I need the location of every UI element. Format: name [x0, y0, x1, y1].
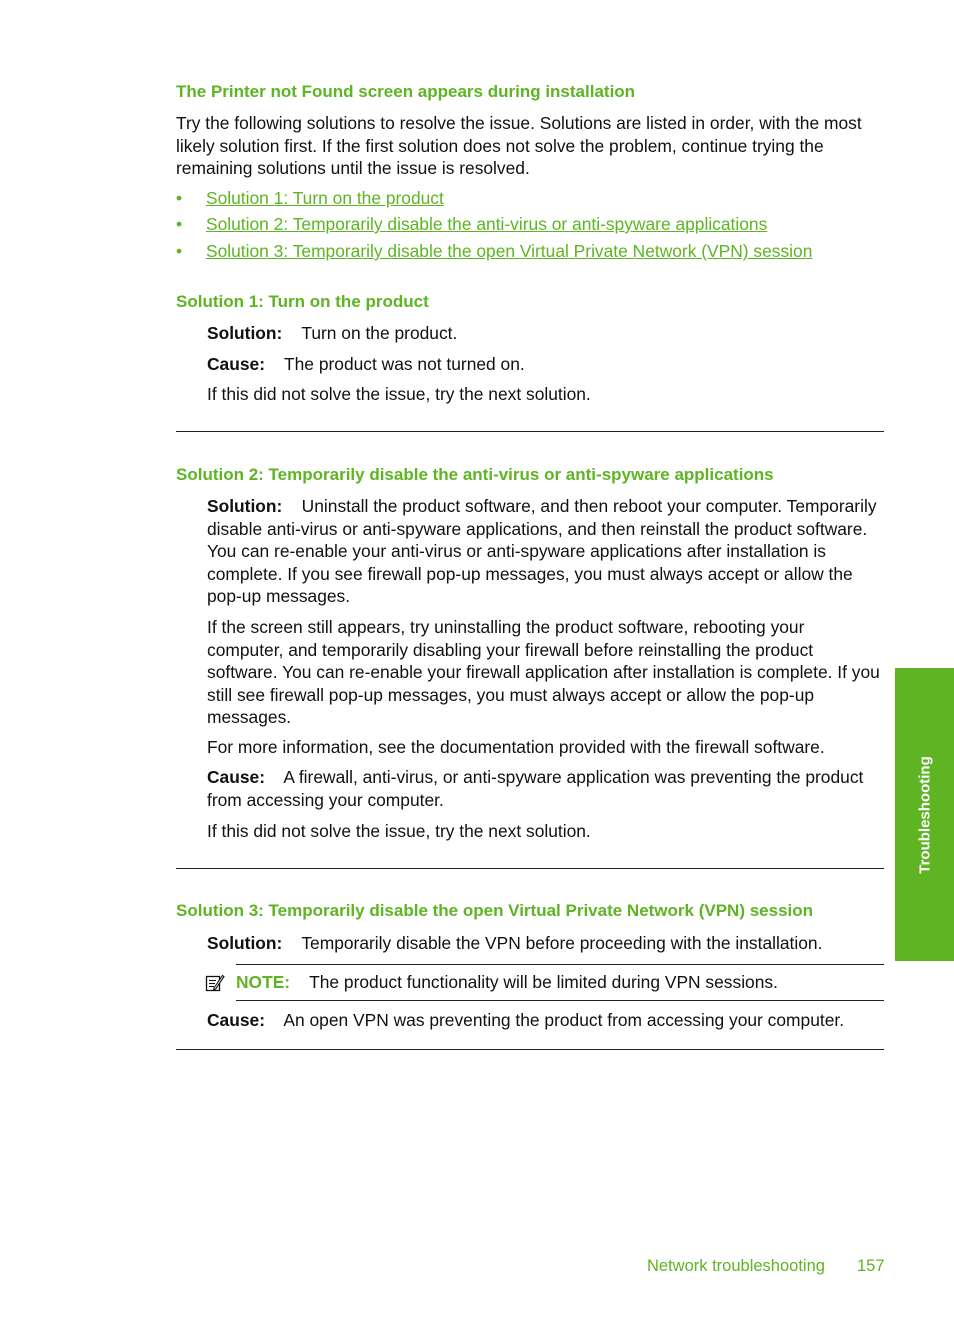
cause-3-body: An open VPN was preventing the product from accessing your computer.: [283, 1010, 845, 1030]
divider: [176, 868, 884, 869]
note-pencil-icon: [205, 973, 225, 993]
solution-1-next: If this did not solve the issue, try the next solution.: [207, 384, 591, 404]
solution-label: Solution:: [207, 496, 283, 516]
divider: [176, 1049, 884, 1050]
divider: [176, 431, 884, 432]
bullet: •: [176, 241, 183, 261]
cause-2-text: [207, 766, 885, 811]
solution-2-next: If this did not solve the issue, try the next solution.: [207, 821, 591, 841]
cause-1-body: The product was not turned on.: [284, 354, 525, 374]
solution-link-item: [176, 214, 767, 235]
cause-3-text: [207, 1009, 885, 1032]
side-tab-label: Troubleshooting: [916, 755, 933, 874]
solution-link-item: [176, 188, 444, 209]
solution-2-text: [207, 495, 885, 608]
solution-label: Solution:: [207, 933, 283, 953]
solution-label: Solution:: [207, 323, 283, 343]
solution-1-text: [207, 322, 885, 345]
intro-paragraph: Try the following solutions to resolve the issue. Solutions are listed in order, with the most likely solution first. If the first solution does not solve the problem, continue trying the remaining solutions until the issue is resolved.: [176, 113, 862, 178]
note-bottom-rule: [236, 1000, 884, 1001]
bullet: •: [176, 214, 183, 234]
note-text: [236, 971, 884, 994]
solution-2-para3: For more information, see the documentation provided with the firewall software.: [207, 737, 825, 757]
cause-1-text: [207, 353, 885, 376]
cause-label: Cause:: [207, 767, 265, 787]
solution-link-item: [176, 241, 812, 262]
cause-label: Cause:: [207, 354, 265, 374]
solution-1-body: Turn on the product.: [301, 323, 458, 343]
cause-label: Cause:: [207, 1010, 265, 1030]
note-label: NOTE:: [236, 972, 291, 992]
footer-page-number: 157: [857, 1257, 885, 1275]
note-top-rule: [236, 964, 884, 965]
solution-3-link[interactable]: Solution 3: Temporarily disable the open Virtual Private Network (VPN) session: [206, 241, 813, 261]
footer-section-name: Network troubleshooting: [647, 1257, 825, 1275]
solution-1-link[interactable]: Solution 1: Turn on the product: [206, 188, 444, 208]
cause-2-body: A firewall, anti-virus, or anti-spyware application was preventing the product from accessing your computer.: [207, 767, 864, 810]
side-tab-troubleshooting: [895, 668, 954, 961]
note-body: The product functionality will be limited during VPN sessions.: [309, 972, 778, 992]
solution-2-body: Uninstall the product software, and then reboot your computer. Temporarily disable anti-virus or anti-spyware applications, and then reinstall the product software. You can re-enable your anti-virus or anti-spyware applications after installation is complete. If you see firewall pop-up messages, you must always accept or allow the pop-up messages.: [207, 496, 877, 606]
bullet: •: [176, 188, 183, 208]
solution-3-text: [207, 932, 885, 955]
solution-3-heading: Solution 3: Temporarily disable the open Virtual Private Network (VPN) session: [176, 901, 814, 920]
solution-3-body: Temporarily disable the VPN before proceeding with the installation.: [301, 933, 823, 953]
solution-2-link[interactable]: Solution 2: Temporarily disable the anti-virus or anti-spyware applications: [206, 214, 768, 234]
solution-2-para2: If the screen still appears, try uninstalling the product software, rebooting your computer, and temporarily disabling your firewall before reinstalling the product software. You can re-enable your firewall application after installation is complete. If you still see firewall pop-up messages, you must always accept or allow the pop-up messages.: [207, 617, 880, 727]
solution-1-heading: Solution 1: Turn on the product: [176, 292, 429, 311]
section-heading: The Printer not Found screen appears during installation: [176, 82, 636, 101]
solution-2-heading: Solution 2: Temporarily disable the anti-virus or anti-spyware applications: [176, 465, 774, 484]
